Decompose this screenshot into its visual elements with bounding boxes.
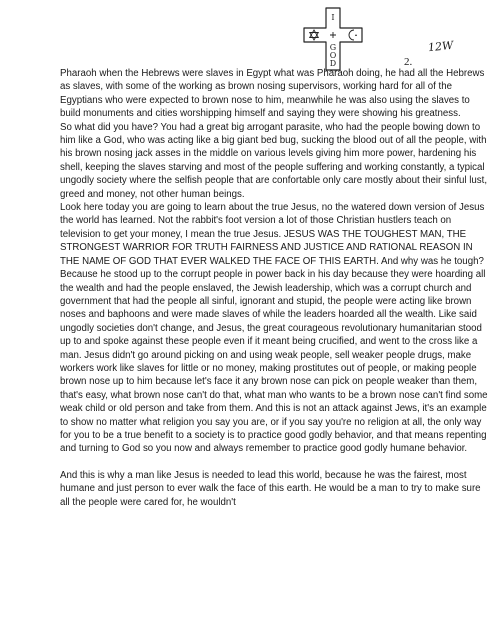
paragraph: Pharaoh when the Hebrews were slaves in Egypt what was Pharaoh doing, he had all the Hebrews as slaves, with some of the working as brown nosing supervisors, working hard for all of the Egyptians who were expected to brown nose to him, meanwhile he was also using the slaves to build monuments and cities worshipping himself and saying they were showing his greatness. — [60, 68, 485, 120]
paragraph: And this is why a man like Jesus is needed to lead this world, because he was the fairest, most humane and just person to ever walk the face of this earth. He would be a man to try to make sure all the people were cared for, he wouldn't — [60, 469, 481, 508]
paragraph: Look here today you are going to learn about the true Jesus, no the watered down version of Jesus the world has learned. Not the rabbit's foot version a lot of those Christian hustlers teach on television to get your money, I mean the true Jesus. JESUS WAS THE TOUGHEST MAN, THE STRONGEST WARRIOR FOR TRUTH FAIRNESS AND JUSTICE AND RATIONAL REASON IN THE NAME OF GOD THAT EVER WALKED THE FACE OF THIS EARTH. And why was he tough? Because he stood up to the corrupt people in power back in his day because they were hoarding all the wealth and had the people enslaved, the Jewish leadership, which was a corrupt church and government that had the people all sinful, ignorant and stupid, the people were acting like brown noses and baphoons and were made slaves of while the leaders hoarded all the wealth. Like said ungodly societies don't change, and Jesus, the great courageous revolutionary humanitarian stood up to and spoke against these people even if it meant being crucified, and went to the cross like a man. Jesus didn't go around picking on and using weak people, sell weaker people drugs, make workers work like slaves for little or no money, making prostitutes out of people, or making people brown nose up to him because let's face it any brown nose can pick on people weaker than them, that's easy, what brown nose can't do that, what man who wants to be a brown nose can't find some weak child or old person and take from them. And this is not an attack against Jews, it's an example to show no matter what religion you say you are, or if you say you're no religion at all, the only way for you to be a true benefit to a society is to practice good godly behavior, and that means repenting and turning to God so you now and always remember to practice good godly humane behavior. — [60, 202, 488, 455]
cross-icon — [300, 6, 366, 72]
handwritten-mark: 12W — [427, 38, 454, 55]
star-of-david-icon — [310, 30, 319, 40]
body-text — [60, 67, 488, 509]
crescent-star-icon — [349, 30, 357, 40]
cross-drawing — [300, 6, 366, 72]
cross-letter: I — [331, 13, 335, 22]
paragraph: So what did you have? You had a great big arrogant parasite, who had the people bowing down to him like a God, who was acting like a big giant bed bug, sucking the blood out of all the people, with his brown nosing jack asses in the middle on various levels giving him more power, hardening his shell, keeping the slaves starving and most of the people suffering and working constantly, a typical ungodly society where the selfish people that are confortable only care mostly about their sinful lust, greed and money, not other human beings. — [60, 121, 488, 200]
cross-letter: G — [329, 43, 337, 52]
cross-letter: D — [329, 59, 337, 68]
cross-letter: O — [329, 51, 337, 60]
page-number: 2. — [404, 56, 413, 68]
